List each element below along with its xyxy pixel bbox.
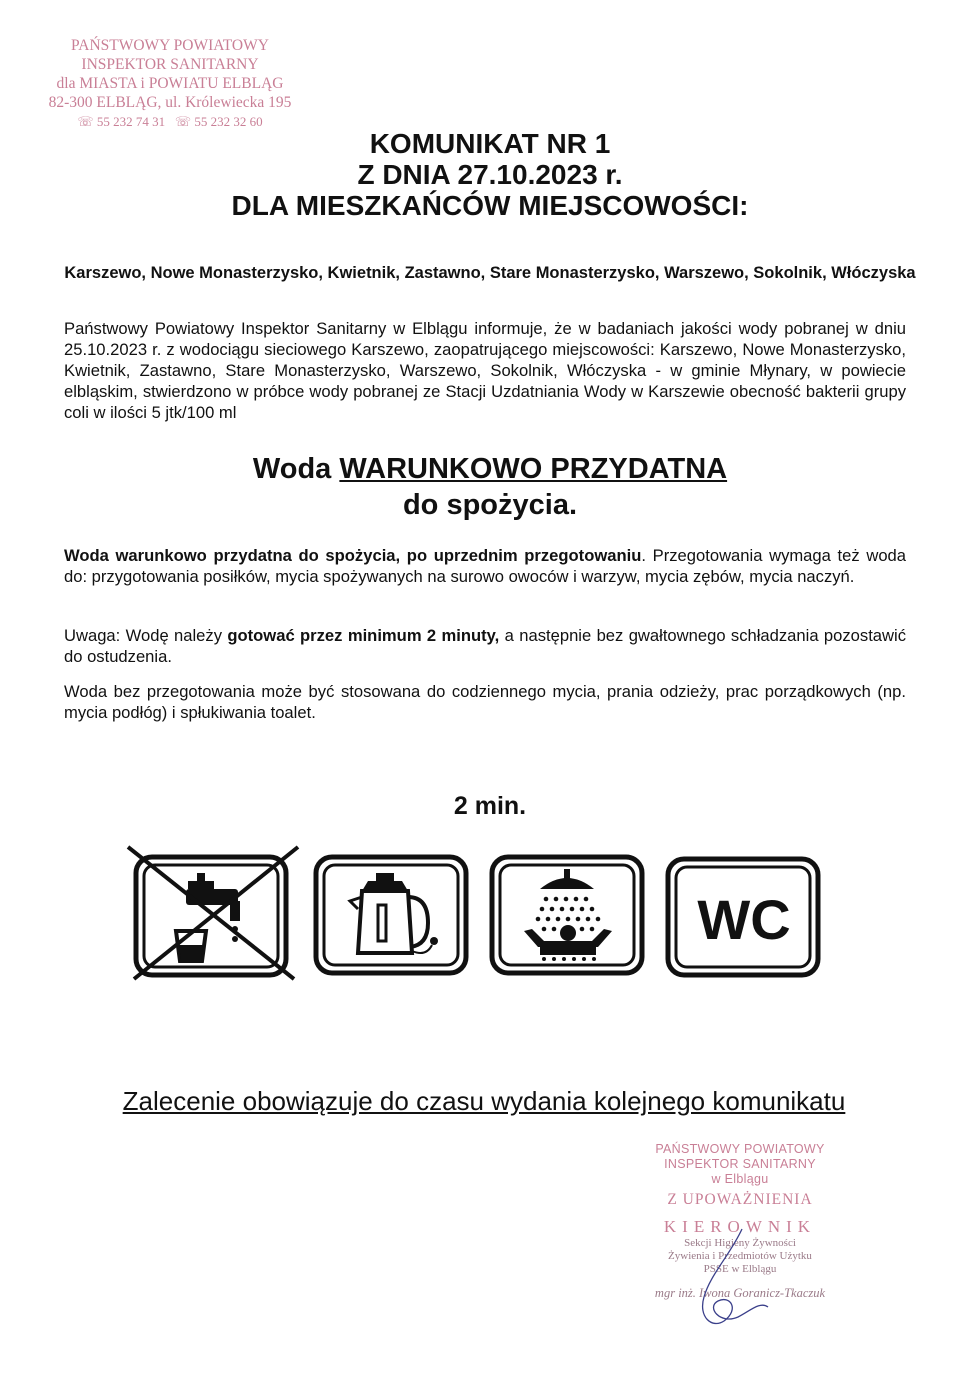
heading-line-2: do spożycia. — [402, 489, 578, 521]
places-list: Karszewo, Nowe Monasterzysko, Kwietnik, Zastawno, Stare Monasterzysko, Warszewo, Sokolnik, Włóczyska — [64, 264, 916, 282]
inspector-stamp — [36, 36, 304, 131]
sb-line-6: Sekcji Higieny Żywności — [684, 1237, 796, 1249]
sb-line-2: INSPEKTOR SANITARNY — [664, 1157, 816, 1171]
announcement-title — [0, 128, 980, 221]
wc-icon — [664, 855, 824, 979]
wc-label: WC — [697, 888, 791, 951]
sb-line-4: Z UPOWAŻNIENIA — [667, 1191, 813, 1208]
stamp-line-1: PAŃSTWOWY POWIATOWY — [71, 37, 269, 54]
heading-emphasis: WARUNKOWO PRZYDATNA — [339, 453, 728, 485]
no-drinking-tap-icon — [126, 843, 306, 983]
footer-recommendation: Zalecenie obowiązuje do czasu wydania kolejnego komunikatu — [122, 1086, 846, 1116]
phone-1: 55 232 74 31 — [96, 114, 166, 129]
water-status-heading — [0, 451, 980, 523]
sb-line-7: Żywienia i Przedmiotów Użytku — [668, 1250, 812, 1262]
title-line-2: Z DNIA 27.10.2023 r. — [357, 159, 623, 190]
stamp-line-2: INSPEKTOR SANITARNY — [81, 56, 259, 73]
title-line-1: KOMUNIKAT NR 1 — [369, 128, 611, 159]
stamp-line-4: 82-300 ELBLĄG, ul. Królewiecka 195 — [48, 94, 292, 111]
title-line-3: DLA MIESZKAŃCÓW MIEJSCOWOŚCI: — [231, 190, 749, 221]
stamp-line-3: dla MIASTA i POWIATU ELBLĄG — [56, 75, 284, 92]
paragraph-findings: Państwowy Powiatowy Inspektor Sanitarny w Elblągu informuje, że w badaniach jakości wody pobranej w dniu 25.10.2023 r. z wodociągu sieciowego Karszewo, zaopatrującego miejscowości: Karszewo, Nowe Monasterzysko, Kwietnik, Zastawno, Stare Monasterzysko, Warszewo, Sokolnik, Włóczyska - w gminie Młynary, w powiecie elbląskim, stwierdzono w próbce wody pobranej ze Stacji Uzdatniania Wody w Karszewie obecność bakterii grupy coli w ilości 5 jtk/100 ml — [64, 319, 906, 422]
sb-line-1: PAŃSTWOWY POWIATOWY — [655, 1142, 825, 1156]
kettle-icon — [312, 853, 472, 977]
phone-2: 55 232 32 60 — [194, 114, 263, 129]
paragraph-boiling-bold: Woda warunkowo przydatna do spożycia, po uprzednim przegotowaniu — [64, 546, 642, 565]
sb-line-9: mgr inż. Iwona Goranicz-Tkaczuk — [654, 1286, 826, 1300]
paragraph-boiling-rest: . Przegotowania wymaga też woda do: przygotowania posiłków, mycia spożywanych na surowo owoców i warzyw, mycia zębów, mycia naczyń. — [64, 546, 907, 586]
paragraph-warning-bold: gotować przez minimum 2 minuty, — [227, 626, 500, 645]
sb-line-5: KIEROWNIK — [663, 1217, 817, 1236]
paragraph-warning — [64, 625, 906, 667]
signature — [690, 1225, 780, 1335]
phone-icon: ☏ — [77, 114, 94, 129]
heading-prefix: Woda — [252, 453, 340, 485]
sb-line-3: w Elblągu — [711, 1172, 769, 1186]
paragraph-warning-rest: a następnie bez gwałtownego schładzania pozostawić do ostudzenia. — [64, 626, 907, 666]
paragraph-usage: Woda bez przegotowania może być stosowana do codziennego mycia, prania odzieży, prac porządkowych (np. mycia podłóg) i spłukiwania toalet. — [64, 682, 906, 722]
paragraph-boiling — [64, 545, 906, 587]
shower-icon — [488, 853, 648, 977]
sb-line-8: PSSE w Elblągu — [703, 1263, 777, 1275]
paragraph-warning-start: Uwaga: Wodę należy — [64, 626, 228, 645]
two-minutes-label: 2 min. — [453, 792, 527, 820]
phone-icon: ☏ — [174, 114, 192, 129]
